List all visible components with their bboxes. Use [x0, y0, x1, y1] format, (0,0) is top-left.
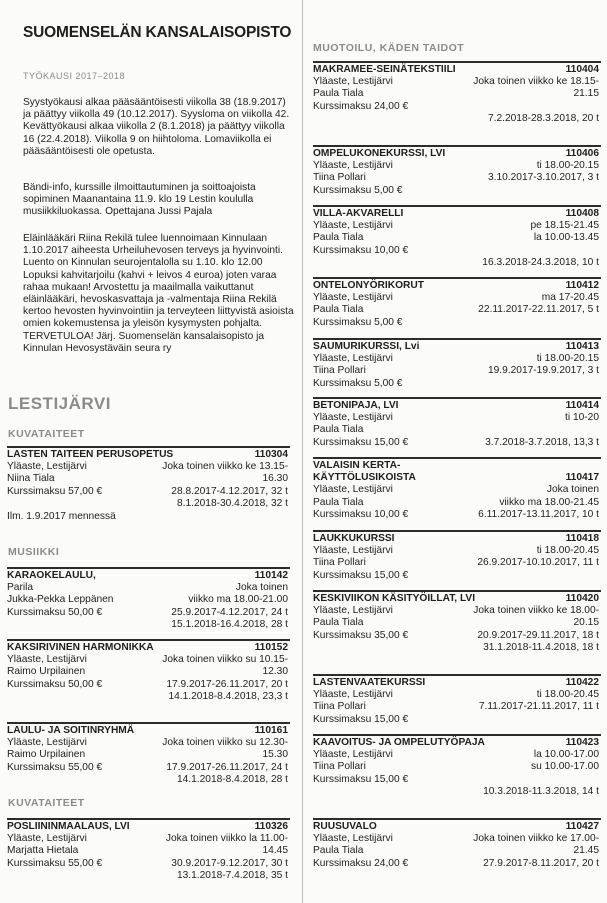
course-code: 110413 — [565, 341, 599, 352]
course-detail-row — [7, 749, 290, 761]
course-detail-left: Kurssimaksu 57,00 € — [7, 485, 103, 497]
course-detail-right: 15.30 — [262, 749, 288, 761]
course-header — [313, 677, 601, 689]
course-110161 — [7, 722, 290, 786]
course-detail-left: Yläaste, Lestijärvi — [313, 220, 393, 232]
course-detail-row — [313, 833, 601, 845]
course-detail-right: 7.11.2017-21.11.2017, 11 t — [478, 701, 599, 713]
course-detail-left: Kurssimaksu 5,00 € — [313, 184, 403, 196]
course-detail-left: Paula Tiala — [313, 496, 364, 508]
course-detail-row — [7, 774, 290, 786]
course-detail-right: ti 18.00-20.15 — [536, 353, 599, 365]
course-detail-row — [313, 689, 601, 701]
course-detail-row — [313, 605, 601, 617]
course-detail-left: Kurssimaksu 24,00 € — [313, 857, 409, 869]
course-detail-left: Kurssimaksu 24,00 € — [313, 100, 409, 112]
course-detail-left: Tiina Pollari — [313, 701, 366, 713]
course-detail-left: Yläaste, Lestijärvi — [7, 833, 87, 845]
course-detail-left: Tiina Pollari — [313, 365, 366, 377]
course-detail-right: 3.10.2017-3.10.2017, 3 t — [487, 172, 599, 184]
course-detail-left: Paula Tiala — [313, 232, 364, 244]
course-detail-row — [7, 737, 290, 749]
course-detail-row — [313, 570, 601, 582]
course-detail-right: 15.1.2018-16.4.2018, 28 t — [171, 618, 288, 630]
course-detail-left: Paula Tiala — [313, 304, 364, 316]
course-110412 — [313, 277, 601, 329]
course-detail-right: 13.1.2018-7.4.2018, 35 t — [176, 869, 288, 881]
course-110142 — [7, 567, 290, 631]
course-detail-left: Marjatta Hietala — [7, 845, 79, 857]
course-header — [313, 593, 601, 605]
course-detail-right: 3.7.2018-3.7.2018, 13,3 t — [485, 436, 599, 448]
course-detail-row — [313, 701, 601, 713]
course-detail-right: Joka toinen — [546, 484, 599, 496]
course-detail-right: 17.9.2017-26.11.2017, 24 t — [166, 761, 288, 773]
course-detail-right: ti 18.00-20.15 — [536, 160, 599, 172]
course-detail-right: ti 18.00-20.45 — [536, 545, 599, 557]
course-detail-left: Raimo Urpilainen — [7, 749, 86, 761]
course-detail-left: Yläaste, Lestijärvi — [7, 737, 87, 749]
course-code: 110142 — [254, 570, 288, 581]
work-year-heading: TYÖKAUSI 2017–2018 — [23, 71, 126, 81]
course-detail-right: 14.1.2018-8.4.2018, 28 t — [176, 773, 288, 785]
course-detail-right: Joka toinen viikko ke 18.00- — [473, 605, 599, 617]
course-detail-left: Yläaste, Lestijärvi — [313, 412, 393, 424]
course-detail-row — [313, 232, 601, 244]
course-detail-row — [313, 786, 601, 798]
course-code: 110412 — [565, 280, 599, 291]
intro-lecture: Eläinlääkäri Riina Rekilä tulee luennoimaan Kinnulaan 1.10.2017 aiheesta Urheiluhevosen terveys ja hyvinvointi. Luento on Kinnulan seurojentalolla su 1.10. klo 12.00 Lopuksi kahvitarjoilu (kahvi + leivos 4 euroa) joten varaa rahaa mukaan! Arvostettu ja maailmalla vaikuttanut eläinlääkäri, hevoskasvattaja ja -valmentaja Riina Rekilä kertoo hevosten hyvinvointiin ja terveyteen liittyvistä asioista omien kokemustensa ja yleisön kysymysten pohjalta. TERVETULOA! Järj. Suomenselän kansalaisopisto ja Kinnulan Hevosystäväin seura ry — [23, 233, 294, 354]
course-detail-row — [313, 365, 601, 377]
course-header — [7, 642, 290, 654]
course-name: BETONIPAJA, LVI — [313, 400, 399, 411]
course-detail-right: 30.9.2017-9.12.2017, 30 t — [171, 857, 288, 869]
course-detail-left: Yläaste, Lestijärvi — [313, 353, 393, 365]
course-detail-right: viikko ma 18.00-21.00 — [188, 594, 288, 606]
course-name: OMPELUKONEKURSSI, LVI — [313, 148, 446, 159]
course-detail-left: Kurssimaksu 15,00 € — [313, 436, 409, 448]
course-code: 110417 — [565, 472, 599, 484]
course-detail-row — [313, 484, 601, 496]
course-detail-right: 7.2.2018-28.3.2018, 20 t — [487, 112, 599, 124]
course-detail-left: Yläaste, Lestijärvi — [313, 689, 393, 701]
course-detail-right: 14.1.2018-8.4.2018, 23,3 t — [168, 690, 288, 702]
course-110427 — [313, 818, 601, 870]
course-detail-right: 20.15 — [573, 617, 599, 629]
course-detail-right: 8.1.2018-30.4.2018, 32 t — [176, 497, 288, 509]
course-name: LASTENVAATEKURSSI — [313, 677, 426, 688]
course-110152 — [7, 639, 290, 703]
section-heading-kuvataiteet: KUVATAITEET — [8, 428, 85, 440]
course-detail-left: Kurssimaksu 15,00 € — [313, 773, 409, 785]
course-name: VILLA-AKVARELLI — [313, 208, 404, 219]
course-detail-row — [7, 486, 290, 498]
course-detail-right: ti 18.00-20.45 — [536, 689, 599, 701]
course-detail-row — [7, 582, 290, 594]
course-detail-right: Joka toinen viikko su 10.15- — [162, 654, 288, 666]
course-detail-right: 31.1.2018-11.4.2018, 18 t — [483, 641, 599, 653]
course-detail-right: pe 18.15-21.45 — [530, 220, 599, 232]
course-detail-row — [313, 172, 601, 184]
course-detail-left: Yläaste, Lestijärvi — [7, 461, 87, 473]
course-110423 — [313, 734, 601, 798]
course-code: 110152 — [254, 642, 288, 653]
course-detail-left: Yläaste, Lestijärvi — [313, 833, 393, 845]
course-name: LASTEN TAITEEN PERUSOPETUS — [7, 449, 174, 460]
course-110420 — [313, 590, 601, 654]
course-code: 110423 — [565, 737, 599, 748]
course-detail-row — [7, 870, 290, 882]
course-detail-left: Yläaste, Lestijärvi — [313, 292, 393, 304]
column-divider — [302, 0, 303, 903]
course-detail-left: Kurssimaksu 55,00 € — [7, 761, 103, 773]
course-detail-right: la 10.00-13.45 — [533, 232, 599, 244]
course-detail-row — [7, 691, 290, 703]
course-detail-right: Joka toinen viikko la 11.00- — [165, 833, 288, 845]
course-detail-right: Joka toinen viikko ke 17.00- — [473, 833, 599, 845]
course-110422 — [313, 674, 601, 726]
course-detail-right: Joka toinen viikko ke 13.15- — [162, 461, 288, 473]
course-note: Ilm. 1.9.2017 mennessä — [7, 510, 116, 522]
course-detail-row — [7, 858, 290, 870]
course-detail-left: Paula Tiala — [313, 845, 364, 857]
course-detail-row — [313, 630, 601, 642]
course-110408 — [313, 205, 601, 269]
course-header — [313, 737, 601, 749]
course-detail-right: viikko ma 18.00-21.45 — [499, 496, 599, 508]
course-detail-right: ma 17-20.45 — [541, 292, 599, 304]
course-detail-row — [313, 774, 601, 786]
course-detail-row — [313, 220, 601, 232]
course-header — [313, 64, 601, 76]
course-detail-row — [313, 185, 601, 197]
course-detail-row — [313, 378, 601, 390]
course-detail-row — [313, 509, 601, 521]
page-title: SUOMENSELÄN KANSALAISOPISTO — [23, 24, 292, 41]
course-detail-row — [313, 642, 601, 654]
course-detail-left: Yläaste, Lestijärvi — [313, 484, 393, 496]
course-detail-left: Kurssimaksu 50,00 € — [7, 678, 103, 690]
course-detail-right: 26.9.2017-10.10.2017, 11 t — [477, 557, 599, 569]
course-detail-left: Parila — [7, 582, 34, 594]
course-name: LAULU- JA SOITINRYHMÄ — [7, 725, 135, 736]
course-detail-row — [313, 113, 601, 125]
course-detail-row — [313, 557, 601, 569]
course-detail-left: Kurssimaksu 5,00 € — [313, 316, 403, 328]
course-detail-right: ti 10-20 — [565, 412, 599, 424]
course-detail-row — [313, 412, 601, 424]
course-detail-left: Kurssimaksu 15,00 € — [313, 569, 409, 581]
course-code: 110427 — [565, 821, 599, 832]
course-detail-row — [7, 666, 290, 678]
course-detail-right: 21.45 — [573, 845, 599, 857]
course-detail-right: Joka toinen viikko su 12.30- — [162, 737, 288, 749]
course-name: ONTELONYÖRIKORUT — [313, 280, 424, 291]
course-header — [313, 341, 601, 353]
course-code: 110326 — [254, 821, 288, 832]
course-detail-row — [313, 304, 601, 316]
course-detail-row — [313, 545, 601, 557]
course-detail-row — [313, 714, 601, 726]
course-detail-row — [313, 317, 601, 329]
course-detail-left: Kurssimaksu 55,00 € — [7, 857, 103, 869]
course-name: KESKIVIIKON KÄSITYÖILLAT, LVI — [313, 593, 476, 604]
course-detail-row — [313, 437, 601, 449]
course-detail-left: Yläaste, Lestijärvi — [313, 160, 393, 172]
course-detail-right: 17.9.2017-26.11.2017, 20 t — [166, 678, 288, 690]
course-110414 — [313, 397, 601, 449]
course-header — [313, 148, 601, 160]
course-detail-right: Joka toinen viikko ke 18.15- — [473, 76, 599, 88]
course-detail-left: Tiina Pollari — [313, 761, 366, 773]
course-detail-row — [313, 76, 601, 88]
course-code: 110406 — [565, 148, 599, 159]
course-detail-left: Kurssimaksu 15,00 € — [313, 713, 409, 725]
course-detail-row — [7, 833, 290, 845]
course-name: MAKRAMEE-SEINÄTEKSTIILI — [313, 64, 456, 75]
course-detail-row — [313, 749, 601, 761]
course-detail-left: Yläaste, Lestijärvi — [313, 605, 393, 617]
course-detail-row — [313, 761, 601, 773]
course-detail-row — [7, 845, 290, 857]
course-name: SAUMURIKURSSI, Lvi — [313, 341, 420, 352]
course-detail-left: Yläaste, Lestijärvi — [7, 654, 87, 666]
section-heading-musiikki: MUSIIKKI — [8, 546, 60, 558]
course-detail-row — [313, 245, 601, 257]
course-detail-row — [313, 497, 601, 509]
course-detail-right: 21.15 — [573, 88, 599, 100]
course-detail-left: Yläaste, Lestijärvi — [313, 545, 393, 557]
course-detail-right: Joka toinen — [235, 582, 288, 594]
course-detail-right: 12.30 — [262, 666, 288, 678]
course-header — [313, 533, 601, 545]
course-110413 — [313, 338, 601, 390]
course-code: 110404 — [565, 64, 599, 75]
course-detail-right: 16.3.2018-24.3.2018, 10 t — [482, 256, 599, 268]
course-header — [313, 460, 601, 484]
course-header — [7, 570, 290, 582]
course-header — [7, 449, 290, 461]
course-detail-left: Paula Tiala — [313, 88, 364, 100]
course-detail-right: 28.8.2017-4.12.2017, 32 t — [171, 485, 288, 497]
area-heading-lestijarvi: LESTIJÄRVI — [8, 394, 111, 413]
course-header — [7, 725, 290, 737]
course-detail-right: 27.9.2017-8.11.2017, 20 t — [483, 857, 599, 869]
course-detail-left: Kurssimaksu 5,00 € — [313, 377, 403, 389]
course-code: 110161 — [254, 725, 288, 736]
course-header — [313, 280, 601, 292]
course-110404 — [313, 61, 601, 125]
course-detail-row — [313, 617, 601, 629]
course-detail-row — [7, 498, 290, 510]
course-detail-row — [313, 424, 601, 436]
course-110326 — [7, 818, 290, 882]
course-detail-left: Yläaste, Lestijärvi — [313, 76, 393, 88]
course-detail-row — [7, 594, 290, 606]
course-detail-right: su 10.00-17.00 — [531, 761, 599, 773]
course-detail-left: Yläaste, Lestijärvi — [313, 749, 393, 761]
course-110304 — [7, 446, 290, 523]
course-detail-right: 19.9.2017-19.9.2017, 3 t — [487, 365, 599, 377]
course-detail-left: Kurssimaksu 50,00 € — [7, 606, 103, 618]
course-detail-right: 14.45 — [262, 845, 288, 857]
course-name: LAUKKUKURSSI — [313, 533, 395, 544]
course-code: 110422 — [565, 677, 599, 688]
course-110406 — [313, 145, 601, 197]
course-detail-left: Tiina Pollari — [313, 557, 366, 569]
course-name: KAKSIRIVINEN HARMONIKKA — [7, 642, 154, 653]
course-detail-right: 20.9.2017-29.11.2017, 18 t — [477, 629, 599, 641]
course-detail-row — [313, 101, 601, 113]
course-detail-row — [313, 353, 601, 365]
course-detail-right: 16.30 — [262, 473, 288, 485]
course-detail-row — [7, 619, 290, 631]
course-code: 110418 — [565, 533, 599, 544]
course-header — [313, 400, 601, 412]
course-detail-left: Jukka-Pekka Leppänen — [7, 594, 114, 606]
course-detail-left: Paula Tiala — [313, 617, 364, 629]
course-detail-left: Tiina Pollari — [313, 172, 366, 184]
course-name: KAAVOITUS- JA OMPELUTYÖPAJA — [313, 737, 485, 748]
course-detail-row — [7, 679, 290, 691]
course-header — [313, 821, 601, 833]
course-detail-left: Kurssimaksu 35,00 € — [313, 629, 409, 641]
course-code: 110408 — [565, 208, 599, 219]
course-code: 110420 — [565, 593, 599, 604]
course-header — [7, 821, 290, 833]
section-heading-muotoilu: MUOTOILU, KÄDEN TAIDOT — [313, 42, 465, 54]
course-code: 110414 — [565, 400, 599, 411]
course-detail-row — [313, 292, 601, 304]
course-detail-row — [313, 88, 601, 100]
course-name: RUUSUVALO — [313, 821, 377, 832]
course-detail-left: Niina Tiala — [7, 473, 55, 485]
course-detail-row — [313, 257, 601, 269]
course-detail-row — [313, 845, 601, 857]
course-detail-right: 6.11.2017-13.11.2017, 10 t — [478, 508, 599, 520]
course-detail-right: la 10.00-17.00 — [533, 749, 599, 761]
course-detail-right: 25.9.2017-4.12.2017, 24 t — [171, 606, 288, 618]
course-name: VALAISIN KERTA-KÄYTTÖLUSIKOISTA — [313, 460, 416, 484]
course-detail-left: Raimo Urpilainen — [7, 666, 86, 678]
course-name: POSLIININMAALAUS, LVI — [7, 821, 130, 832]
course-code: 110304 — [254, 449, 288, 460]
course-detail-row — [7, 607, 290, 619]
course-detail-row — [7, 461, 290, 473]
section-heading-kuvataiteet-2: KUVATAITEET — [8, 797, 85, 809]
course-header — [313, 208, 601, 220]
course-detail-row — [7, 762, 290, 774]
course-detail-row — [7, 654, 290, 666]
course-detail-left: Paula Tiala — [313, 424, 364, 436]
course-detail-right: 22.11.2017-22.11.2017, 5 t — [478, 304, 599, 316]
course-detail-left: Kurssimaksu 10,00 € — [313, 508, 409, 520]
intro-schedule: Syystyökausi alkaa pääsääntöisesti viikolla 38 (18.9.2017) ja päättyy viikolla 49 (10.12.2017). Syysloma on viikolla 42. Kevättyökausi alkaa viikolla 2 (8.1.2018) ja päättyy viikolla 16 (22.4.2018). Viikolla 9 on hiihtoloma. Lomaviikolla ei pääsääntöisesti ole opetusta. — [23, 97, 290, 157]
course-detail-left: Kurssimaksu 10,00 € — [313, 244, 409, 256]
course-110417 — [313, 457, 601, 521]
course-detail-row — [313, 160, 601, 172]
course-detail-row — [313, 858, 601, 870]
course-110418 — [313, 530, 601, 582]
course-detail-row — [7, 473, 290, 485]
course-name: KARAOKELAULU, — [7, 570, 96, 581]
course-detail-right: 10.3.2018-11.3.2018, 14 t — [483, 785, 599, 797]
intro-band-info: Bändi-info, kurssille ilmoittautuminen ja soittoajoista sopiminen Maanantaina 11.9. klo 19 Lestin koululla musiikkiluokassa. Opettajana Jussi Pajala — [23, 182, 256, 218]
